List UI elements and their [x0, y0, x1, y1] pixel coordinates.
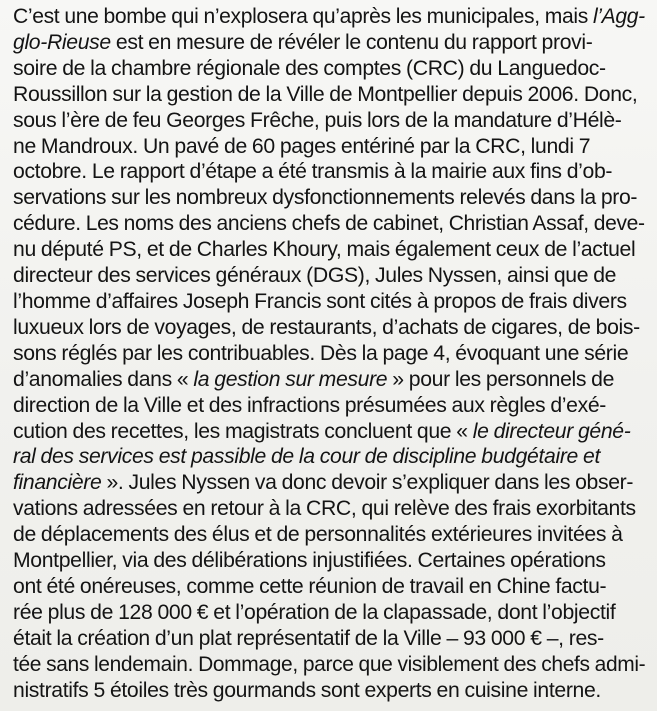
text-run: ont été onéreuses, comme cette réunion de travail en Chine factu- — [13, 573, 607, 598]
text-line — [13, 341, 645, 367]
text-line — [13, 30, 645, 56]
text-run: ». Jules Nyssen va donc devoir s’expliquer dans les obser- — [101, 470, 634, 495]
text-line — [13, 263, 645, 289]
text-run: tée sans lendemain. Dommage, parce que visiblement des chefs admi- — [13, 651, 646, 676]
text-line — [13, 289, 645, 315]
text-line — [13, 56, 645, 82]
text-line — [13, 367, 645, 393]
text-run: d’anomalies dans « — [13, 366, 194, 391]
text-run: vations adressées en retour à la CRC, qui relève des frais exorbitants — [13, 496, 636, 521]
text-run: sous l’ère de feu Georges Frêche, puis lors de la mandature d’Hélè- — [13, 107, 622, 132]
text-run: était la création d’un plat représentatif de la Ville – 93 000 € –, res- — [13, 625, 604, 650]
text-line — [13, 393, 645, 419]
text-run: directeur des services généraux (DGS), Jules Nyssen, ainsi que de — [13, 263, 617, 288]
text-line — [13, 651, 646, 678]
text-run: est en mesure de révéler le contenu du rapport provi- — [110, 29, 593, 54]
italic-text: la gestion sur mesure — [193, 366, 388, 391]
text-line — [13, 4, 645, 30]
text-line — [13, 626, 645, 652]
italic-text: financière — [13, 470, 102, 495]
text-run: nistratifs 5 étoiles très gourmands sont experts en cuisine interne. — [13, 677, 601, 702]
italic-text: ral des services est passible de la cour de discipline budgétaire et — [13, 444, 601, 469]
text-line — [13, 600, 645, 626]
text-run: luxueux lors de voyages, de restaurants, d’achats de cigares, de bois- — [13, 314, 640, 339]
text-line — [13, 522, 645, 548]
text-run: rée plus de 128 000 € et l’opération de la clapassade, dont l’objectif — [13, 599, 616, 624]
text-line — [13, 315, 645, 341]
text-run: ne Mandroux. Un pavé de 60 pages entériné par la CRC, lundi 7 — [13, 133, 591, 158]
italic-text: l’Agg- — [592, 4, 645, 28]
text-line — [13, 134, 645, 160]
text-run: Roussillon sur la gestion de la Ville de Montpellier depuis 2006. Donc, — [13, 81, 638, 106]
text-run: nu député PS, et de Charles Khoury, mais également ceux de l’actuel — [13, 237, 636, 262]
text-run: de déplacements des élus et de personnalités extérieures invitées à — [13, 522, 623, 547]
text-run: cédure. Les noms des anciens chefs de cabinet, Christian Assaf, deve- — [13, 211, 645, 236]
text-run: cution des recettes, les magistrats concluent que « — [13, 418, 473, 443]
text-line — [13, 185, 645, 211]
text-run: direction de la Ville et des infractions présumées aux règles d’exé- — [13, 392, 606, 417]
text-line — [13, 678, 645, 704]
text-line — [13, 470, 645, 496]
text-line — [13, 108, 645, 134]
article-body — [13, 4, 651, 703]
text-run: sons réglés par les contribuables. Dès la page 4, évoquant une série — [13, 340, 629, 365]
text-run: C’est une bombe qui n’explosera qu’après les municipales, mais — [13, 4, 593, 28]
italic-text: le directeur géné- — [472, 418, 631, 443]
text-line — [13, 82, 645, 108]
text-line — [13, 211, 645, 237]
text-run: octobre. Le rapport d’étape a été transmis à la mairie aux fins d’ob- — [13, 159, 613, 184]
text-run: servations sur les nombreux dysfonctionnements relevés dans la pro- — [13, 185, 638, 210]
text-run: soire de la chambre régionale des comptes (CRC) du Languedoc- — [13, 55, 606, 80]
text-line — [13, 444, 645, 470]
text-line — [13, 159, 645, 185]
text-line — [13, 419, 645, 445]
text-line — [13, 496, 645, 522]
text-run: l’homme d’affaires Joseph Francis sont cités à propos de frais divers — [13, 288, 627, 313]
text-line — [13, 548, 645, 574]
text-run: » pour les personnels de — [387, 366, 615, 391]
text-line — [13, 237, 645, 263]
italic-text: glo-Rieuse — [13, 29, 111, 54]
text-line — [13, 574, 645, 600]
text-run: Montpellier, via des délibérations injustifiées. Certaines opérations — [13, 548, 606, 573]
